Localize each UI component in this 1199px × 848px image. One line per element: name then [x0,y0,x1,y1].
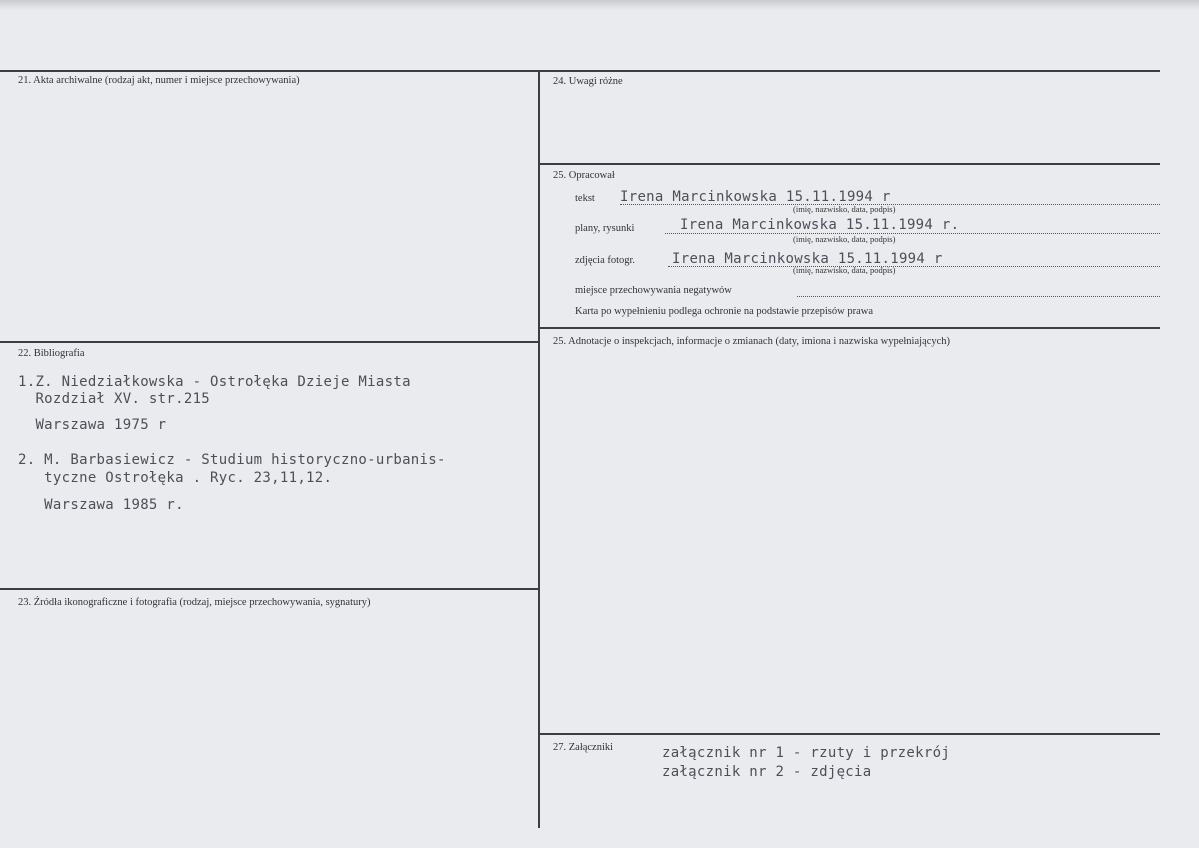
bibliography-line-2: Rozdział XV. str.215 [18,391,211,407]
field-plany-hint: (imię, nazwisko, data, podpis) [793,234,896,244]
negatives-label: miejsce przechowywania negatywów [575,285,732,296]
bibliography-line-5: tyczne Ostrołęka . Ryc. 23,11,12. [18,470,333,486]
section-23-label: 23. Źródła ikonograficzne i fotografia (rodzaj, miejsce przechowywania, sygnatury) [18,597,371,608]
divider-right-1 [540,163,1160,165]
field-plany-label: plany, rysunki [575,223,635,234]
field-zdjecia-label: zdjęcia fotogr. [575,255,636,266]
section-24-label: 24. Uwagi różne [553,76,623,87]
divider-vertical [538,70,540,828]
bibliography-line-4: 2. M. Barbasiewicz - Studium historyczno-urbanis- [18,452,446,468]
field-zdjecia-hint: (imię, nazwisko, data, podpis) [793,265,896,275]
field-tekst-hint: (imię, nazwisko, data, podpis) [793,204,896,214]
protection-note: Karta po wypełnieniu podlega ochronie na podstawie przepisów prawa [575,306,873,317]
section-25-label: 25. Opracował [553,170,615,181]
divider-right-3 [540,733,1160,735]
attachment-line-1: załącznik nr 1 - rzuty i przekrój [662,745,951,761]
bibliography-line-6: Warszawa 1985 r. [18,497,184,513]
divider-left-2 [0,588,538,590]
section-27-label: 27. Załączniki [553,742,614,753]
field-plany-line [665,233,1160,234]
section-21-label: 21. Akta archiwalne (rodzaj akt, numer i miejsce przechowywania) [18,75,300,86]
field-tekst-value: Irena Marcinkowska 15.11.1994 r [620,189,891,205]
field-zdjecia-line [668,266,1160,267]
paper-top-edge [0,0,1199,10]
divider-left-1 [0,341,538,343]
negatives-line [797,296,1160,297]
divider-right-2 [540,327,1160,329]
bibliography-line-3: Warszawa 1975 r [18,417,167,433]
section-25-annotations-label: 25. Adnotacje o inspekcjach, informacje o zmianach (daty, imiona i nazwiska wypełniających) [553,336,951,347]
field-tekst-label: tekst [575,193,595,204]
attachment-line-2: załącznik nr 2 - zdjęcia [662,764,872,780]
field-plany-value: Irena Marcinkowska 15.11.1994 r. [680,217,960,233]
divider-top [0,70,1160,72]
section-22-label: 22. Bibliografia [18,348,85,359]
field-zdjecia-value: Irena Marcinkowska 15.11.1994 r [672,251,943,267]
bibliography-line-1: 1.Z. Niedziałkowska - Ostrołęka Dzieje Miasta [18,374,411,390]
